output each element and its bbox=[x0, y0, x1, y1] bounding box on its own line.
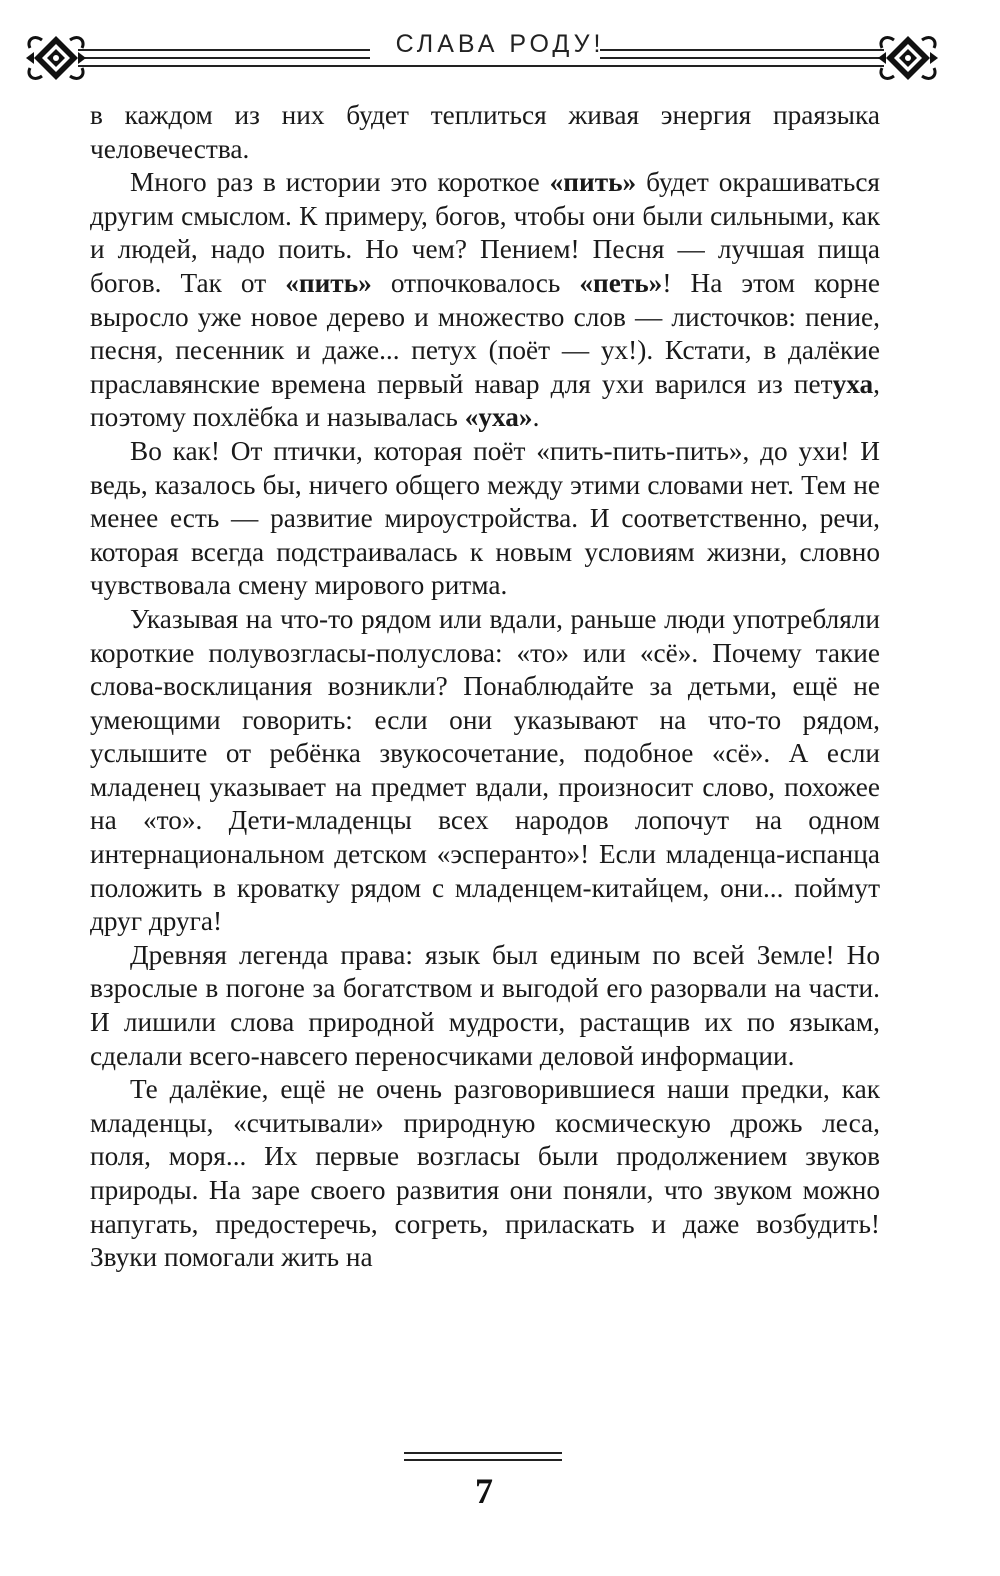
text-run: Указывая на что-то рядом или вдали, раньше люди употребляли короткие полувозгласы-полуслова: «то» или «сё». Почему такие слова-восклицания возникли? Понаблюдайте за детьми, ещё не умеющими говорить: если они указывают на что-то рядом, услышите от ребёнка звукосочетание, подобное «сё». А если младенец указывает на предмет вдали, произносит слово, похожее на «то». Дети-младенцы всех народов лопочут на одном интернациональном детском «эсперанто»! Если младенца-испанца положить в кроватку рядом с младенцем-китайцем, они... поймут друг друга! bbox=[90, 603, 880, 937]
body-text bbox=[90, 99, 880, 1275]
text-run: Много раз в истории это короткое bbox=[130, 167, 550, 198]
text-run: Во как! От птички, которая поёт «пить-пить-пить», до ухи! И ведь, казалось бы, ничего общего между этими словами нет. Тем не менее есть — развитие мироустройства. И соответственно, речи, которая всегда подстраивалась к новым условиям жизни, словно чувствовала смену мирового ритма. bbox=[90, 435, 880, 601]
paragraph bbox=[90, 435, 880, 603]
text-run: в каждом из них будет теплиться живая энергия праязыка человечества. bbox=[90, 100, 880, 164]
emphasized-word: «уха» bbox=[464, 402, 533, 433]
running-header bbox=[0, 22, 1000, 102]
text-run: Те далёкие, ещё не очень разговорившиеся наши предки, как младенцы, «считывали» природную космическую дрожь леса, поля, моря... Их первые возгласы были продолжением звуков природы. На заре своего развития они поняли, что звуком можно напугать, предостеречь, согреть, приласкать и даже возбудить! Звуки помогали жить на bbox=[90, 1074, 880, 1273]
emphasized-word: уха bbox=[832, 368, 874, 399]
text-run: , поэтому похлёбка и называлась bbox=[90, 368, 880, 433]
text-run: отпочковалось bbox=[371, 267, 580, 298]
footer-rule bbox=[404, 1452, 562, 1462]
text-run: . bbox=[532, 402, 540, 433]
emphasized-word: «петь» bbox=[579, 267, 663, 298]
text-run: ! На этом корне выросло уже новое дерево и множество слов — листочков: пение, песня, песенник и даже... петух (поёт — ух!). Кстати, в далёкие праславянские времена первый навар для ухи варился из пет bbox=[90, 267, 881, 399]
text-run: Древняя легенда права: язык был единым по всей Земле! Но взрослые в погоне за богатством и выгодой его разорвали на части. И лишили слова природной мудрости, растащив их по языкам, сделали всего-навсего переносчиками деловой информации. bbox=[90, 939, 880, 1071]
paragraph bbox=[90, 603, 880, 939]
emphasized-word: «пить» bbox=[549, 167, 637, 198]
emphasized-word: «пить» bbox=[285, 267, 372, 298]
paragraph bbox=[90, 166, 880, 435]
paragraph bbox=[90, 1073, 880, 1275]
paragraph bbox=[90, 939, 880, 1073]
paragraph bbox=[90, 99, 880, 166]
page-number: 7 bbox=[475, 1471, 493, 1511]
running-title: СЛАВА РОДУ! bbox=[395, 30, 605, 58]
text-run: будет окрашиваться другим смыслом. К примеру, богов, чтобы они были сильными, как и людей, надо поить. Но чем? Пением! Песня — лучшая пища богов. Так от bbox=[90, 167, 880, 298]
